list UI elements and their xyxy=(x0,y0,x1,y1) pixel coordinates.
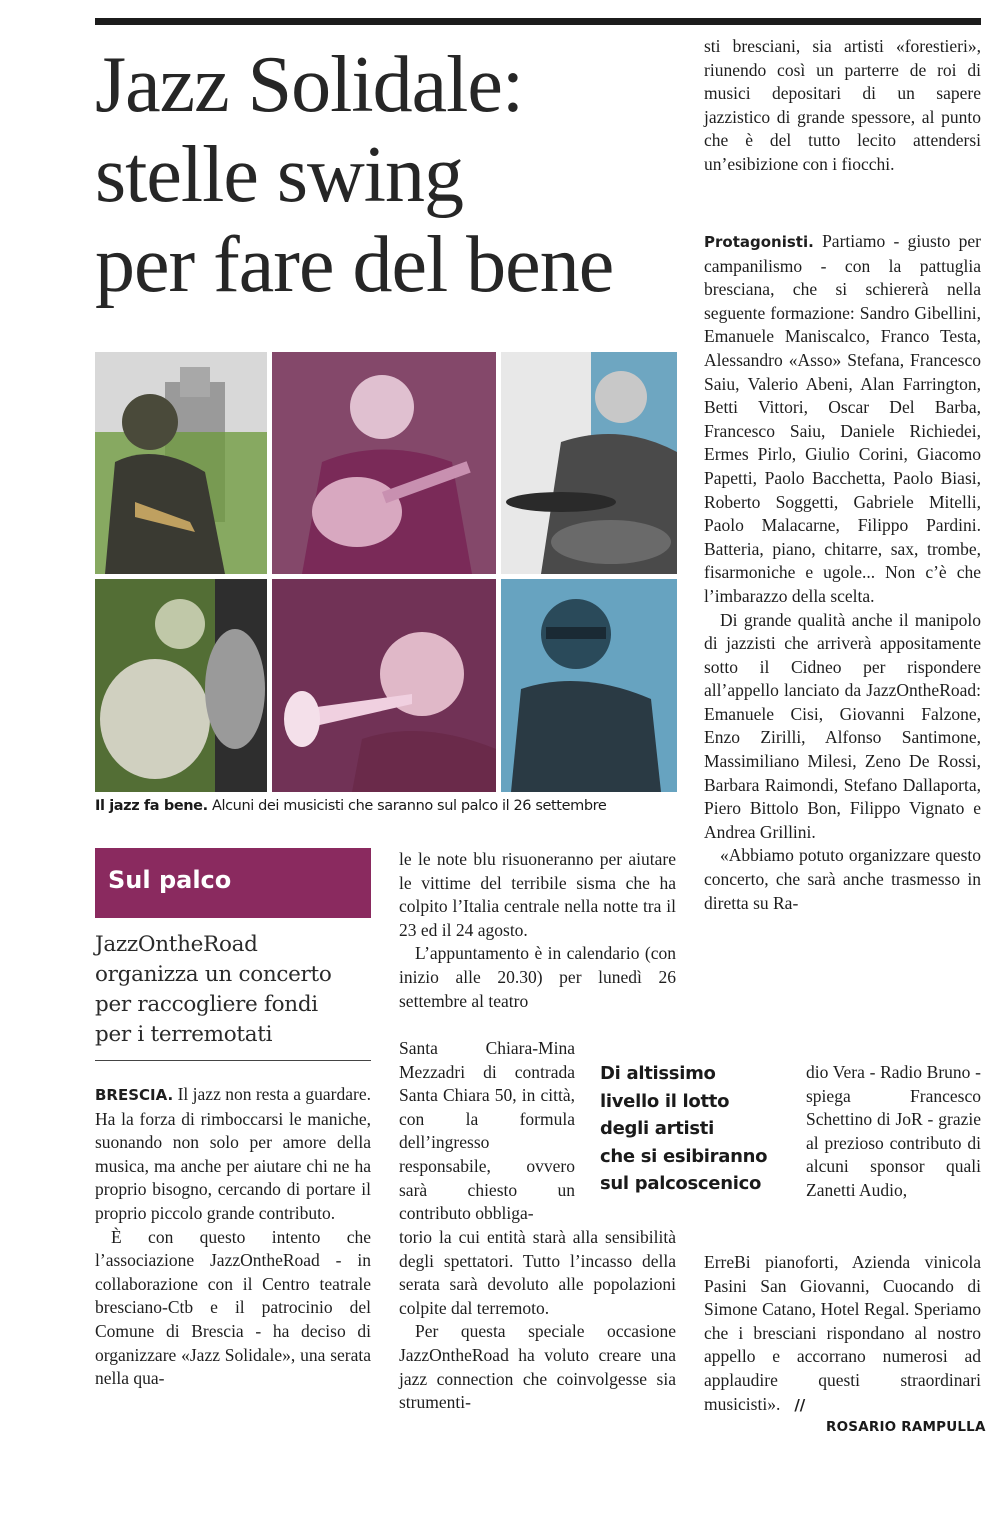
headline xyxy=(95,40,685,310)
col3-paragraph-3: Di grande qualità anche il manipolo di jazzisti che arriverà appositamente sotto il Cidneo per rispondere all’appello lanciato da JazzOntheRoad: Emanuele Cisi, Giovanni Falzone, Enzo Zirilli, Alfonso Santimone, Massimiliano Milesi, Zeno De Rossi, Barbara Raimondi, Stefano Dallaporta, Piero Bittolo Bon, Filippo Vignato e Andrea Grillini. xyxy=(704,609,981,842)
pull-quote-line-1: Di altissimo xyxy=(600,1063,716,1084)
end-mark: // xyxy=(794,1395,806,1414)
col1-paragraph-1 xyxy=(95,1083,371,1226)
subhead-rule xyxy=(95,1060,371,1061)
headline-line-2: stelle swing xyxy=(95,131,463,219)
col1-paragraph-2: È con questo intento che l’associazione JazzOntheRoad - in collaborazione con il Centro teatrale bresciano-Ctb e il patrocinio del Comune di Brescia - ha deciso di organizzare «Jazz Solidale», una serata nella qua- xyxy=(95,1226,371,1389)
photo-caption xyxy=(95,798,695,814)
col3-bottom xyxy=(704,1251,981,1417)
col3-paragraph-4a: «Abbiamo potuto organizzare questo concerto, che sarà anche trasmesso in diretta su Ra- xyxy=(704,845,981,913)
pull-quote-line-3: degli artisti xyxy=(600,1118,714,1139)
headline-line-1: Jazz Solidale: xyxy=(95,41,524,129)
pull-quote-line-2: livello il lotto xyxy=(600,1090,730,1112)
col2-paragraph-2c: torio la cui entità starà alla sensibilità degli spettatori. Tutto l’incasso della serata sarà devoluto alle popolazioni colpite dal terremoto. xyxy=(399,1227,676,1318)
pull-quote xyxy=(600,1060,785,1198)
col3-paragraph-2-text: Partiamo - giusto per campanilismo - con la pattuglia bresciana, che si schiererà nella seguente formazione: Sandro Gibellini, Emanuele Maniscalco, Franco Testa, Alessandro «Asso» Stefana, Francesco Saiu, Valerio Abeni, Alan Farrington, Betti Vittori, Oscar Del Barba, Francesco Saiu, Daniele Richiedei, Ermes Pirlo, Giulio Corini, Giacomo Papetti, Paolo Bacchetta, Paolo Biasi, Roberto Soggetti, Gabriele Mitelli, Paolo Malacarne, Filippo Pardini. Batteria, piano, chitarre, sax, trombe, fisarmoniche e ugole... Non c’è che l’imbarazzo della scelta. xyxy=(704,231,981,606)
col3-paragraph-1: sti bresciani, sia artisti «forestieri», riunendo così un parterre de roi di musici depositari di un sapere jazzistico di grande spessore, al punto che è del tutto lecito attendersi un’esibizione con i fiocchi. xyxy=(704,36,981,174)
col2-bottom xyxy=(399,1226,676,1415)
photo-saxophonist xyxy=(95,352,267,574)
headline-line-3: per fare del bene xyxy=(95,221,614,309)
pull-quote-line-4: che si esibiranno xyxy=(600,1145,768,1167)
musicians-photo-collage xyxy=(95,352,677,792)
section-box-label: Sul palco xyxy=(108,866,232,894)
col2-paragraph-2a: L’appuntamento è in calendario (con inizio alle 20.30) per lunedì 26 settembre al teatro xyxy=(399,943,676,1011)
photo-drummer xyxy=(501,352,677,574)
col1-paragraph-1-text: Il jazz non resta a guardare. Ha la forza di rimboccarsi le maniche, suonando non solo per amore della musica, ma anche per aiutare chi ne ha proprio bisogno, cercando di portare il proprio piccolo grande contributo. xyxy=(95,1084,371,1223)
caption-lead: Il jazz fa bene. xyxy=(95,798,208,814)
col3-paragraph-4c-text: ErreBi pianoforti, Azienda vinicola Pasini San Giovanni, Cuocando di Simone Catano, Hotel Regal. Speriamo che i bresciani rispondano al nostro appello e accorrano numerosi ad applaudire questi straordinari musicisti». xyxy=(704,1252,981,1414)
col3-paragraph-4c xyxy=(704,1251,981,1417)
byline: ROSARIO RAMPULLA xyxy=(826,1419,986,1435)
photo-accordionist xyxy=(95,579,267,792)
photo-singer xyxy=(501,579,677,792)
photo-guitarist xyxy=(272,352,496,574)
protagonisti-lead: Protagonisti. xyxy=(704,233,814,251)
col3-paragraph-2 xyxy=(704,230,981,609)
col2-top xyxy=(399,848,676,1013)
subhead-line-3: per raccogliere fondi xyxy=(95,992,318,1017)
col3-body xyxy=(704,230,981,915)
subhead-line-2: organizza un concerto xyxy=(95,962,332,987)
col2-wrap xyxy=(399,1037,575,1226)
subheadline xyxy=(95,930,371,1050)
col3-wrap xyxy=(806,1061,981,1203)
photo-trumpeter xyxy=(272,579,496,792)
dateline: BRESCIA. xyxy=(95,1086,174,1104)
col2-paragraph-2b: Santa Chiara-Mina Mezzadri di contrada Santa Chiara 50, in città, con la formula dell’ingresso responsabile, ovvero sarà chiesto un contributo obbliga- xyxy=(399,1038,575,1224)
subhead-line-1: JazzOntheRoad xyxy=(95,932,258,957)
subhead-line-4: per i terremotati xyxy=(95,1022,273,1047)
col2-paragraph-1: le le note blu risuoneranno per aiutare le vittime del terribile sisma che ha colpito l’Italia centrale nella notte tra il 23 ed il 24 agosto. xyxy=(399,849,676,940)
col2-paragraph-3: Per questa speciale occasione JazzOntheRoad ha voluto creare una jazz connection che coinvolgesse sia strumenti- xyxy=(399,1321,676,1413)
caption-text: Alcuni dei musicisti che saranno sul palco il 26 settembre xyxy=(211,798,607,814)
col1-body xyxy=(95,1083,371,1391)
top-rule xyxy=(95,18,981,25)
col3-paragraph-4b: dio Vera - Radio Bruno - spiega Francesco Schettino di JoR - grazie al prezioso contributo di alcuni sponsor quali Zanetti Audio, xyxy=(806,1062,981,1200)
pull-quote-line-5: sul palcoscenico xyxy=(600,1173,762,1194)
col3-top xyxy=(704,35,981,177)
